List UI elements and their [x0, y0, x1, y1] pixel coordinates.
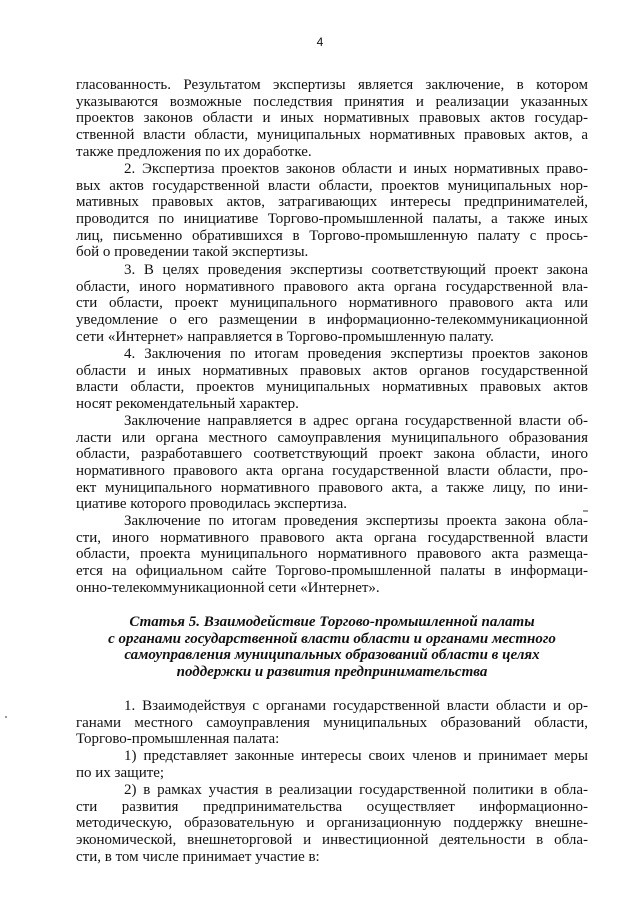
- text-line: ласти или органа местного самоуправления муниципального образования: [76, 429, 588, 446]
- text-line: сти области, проект муниципального нормативного правового акта или: [76, 295, 588, 312]
- article-5-heading: [76, 614, 588, 681]
- text-line: 2. Экспертиза проектов законов области и иных нормативных право-: [124, 161, 588, 177]
- text-line: лиц, письменно обратившихся в Торгово-промышленную палату с прось-: [76, 227, 588, 244]
- text-line: вых актов государственной власти области, проектов муниципальных нор-: [76, 177, 588, 194]
- text-line: области и иных нормативных правовых актов органов государственной: [76, 362, 588, 379]
- text-line: по их защите;: [76, 764, 165, 781]
- text-line: экономической, внешнеторговой и инвестиционной деятельности в обла-: [76, 832, 588, 849]
- heading-line: поддержки и развития предпринимательства: [176, 664, 488, 681]
- text-line: циативе которого проводилась экспертиза.: [76, 496, 348, 513]
- text-line: власти области, проектов муниципальных нормативных правовых актов: [76, 379, 588, 396]
- text-line: сти, иного нормативного правового акта органа государственной власти: [76, 529, 588, 546]
- text-line: 1. Взаимодействуя с органами государственной власти области и ор-: [124, 698, 588, 714]
- article-5-item-2: [76, 782, 588, 865]
- text-line: указываются возможные последствия принятия и реализации указанных: [76, 93, 588, 110]
- text-line: области, проекта муниципального нормативного правового акта размеща-: [76, 546, 588, 563]
- text-line: области, иного нормативного правового акта органа государственной вла-: [76, 278, 588, 295]
- page-number: 4: [316, 35, 324, 49]
- scan-speck: [5, 716, 7, 718]
- scan-speck: [583, 510, 588, 512]
- text-line: 1) представляет законные интересы своих членов и принимает меры: [124, 748, 588, 764]
- text-line: ганами местного самоуправления муниципальных образований области,: [76, 714, 588, 731]
- text-line: носят рекомендательный характер.: [76, 396, 299, 413]
- text-line: Торгово-промышленная палата:: [76, 731, 280, 748]
- text-line: Заключение по итогам проведения экспертизы проекта закона обла-: [124, 513, 588, 529]
- paragraph-conclusion-publication: [76, 513, 588, 596]
- text-line: онно-телекоммуникационной сети «Интернет».: [76, 579, 380, 596]
- text-line: проектов законов области и иных нормативных правовых актов государ-: [76, 110, 588, 127]
- article-5-paragraph-1: [76, 698, 588, 748]
- text-line: бой о проведении такой экспертизы.: [76, 244, 309, 261]
- text-line: сети «Интернет» направляется в Торгово-промышленную палату.: [76, 328, 494, 345]
- text-line: 4. Заключения по итогам проведения экспертизы проектов законов: [124, 346, 588, 362]
- text-line: 2) в рамках участия в реализации государственной политики в обла-: [124, 782, 588, 798]
- text-line: ект муниципального нормативного правового акта, а также лицу, по ини-: [76, 479, 588, 496]
- paragraph-conclusion-addressing: [76, 413, 588, 513]
- text-line: 3. В целях проведения экспертизы соответствующий проект закона: [124, 262, 588, 278]
- text-line: проводится по инициативе Торгово-промышленной палаты, а также иных: [76, 211, 588, 228]
- text-line: Заключение направляется в адрес органа государственной власти об-: [124, 413, 588, 429]
- text-line: нормативного правового акта органа государственной власти области, про-: [76, 463, 588, 480]
- text-line: уведомление о его размещении в информационно-телекоммуникационной: [76, 312, 588, 329]
- paragraph-2: [76, 161, 588, 261]
- text-line: ственной власти области, муниципальных нормативных правовых актов, а: [76, 127, 588, 144]
- text-line: также предложения по их доработке.: [76, 143, 312, 160]
- text-line: мативных правовых актов, затрагивающих интересы предпринимателей,: [76, 194, 588, 211]
- text-line: сти развития предпринимательства осуществляет информационно-: [76, 798, 588, 815]
- text-line: гласованность. Результатом экспертизы является заключение, в котором: [76, 77, 588, 93]
- text-line: ется на официальном сайте Торгово-промышленной палаты в информаци-: [76, 563, 588, 580]
- heading-line: с органами государственной власти области и органами местного: [108, 630, 556, 647]
- text-line: сти, в том числе принимает участие в:: [76, 848, 320, 865]
- heading-line: Статья 5. Взаимодействие Торгово-промышленной палаты: [129, 614, 535, 630]
- paragraph-continuation: [76, 77, 588, 160]
- article-5-item-1: [76, 748, 588, 781]
- paragraph-4: [76, 346, 588, 413]
- paragraph-3: [76, 262, 588, 345]
- text-line: методическую, образовательную и организационную поддержку внешне-: [76, 815, 588, 832]
- text-line: области, разработавшего соответствующий проект закона области, иного: [76, 446, 588, 463]
- heading-line: самоуправления муниципальных образований области в целях: [124, 647, 540, 664]
